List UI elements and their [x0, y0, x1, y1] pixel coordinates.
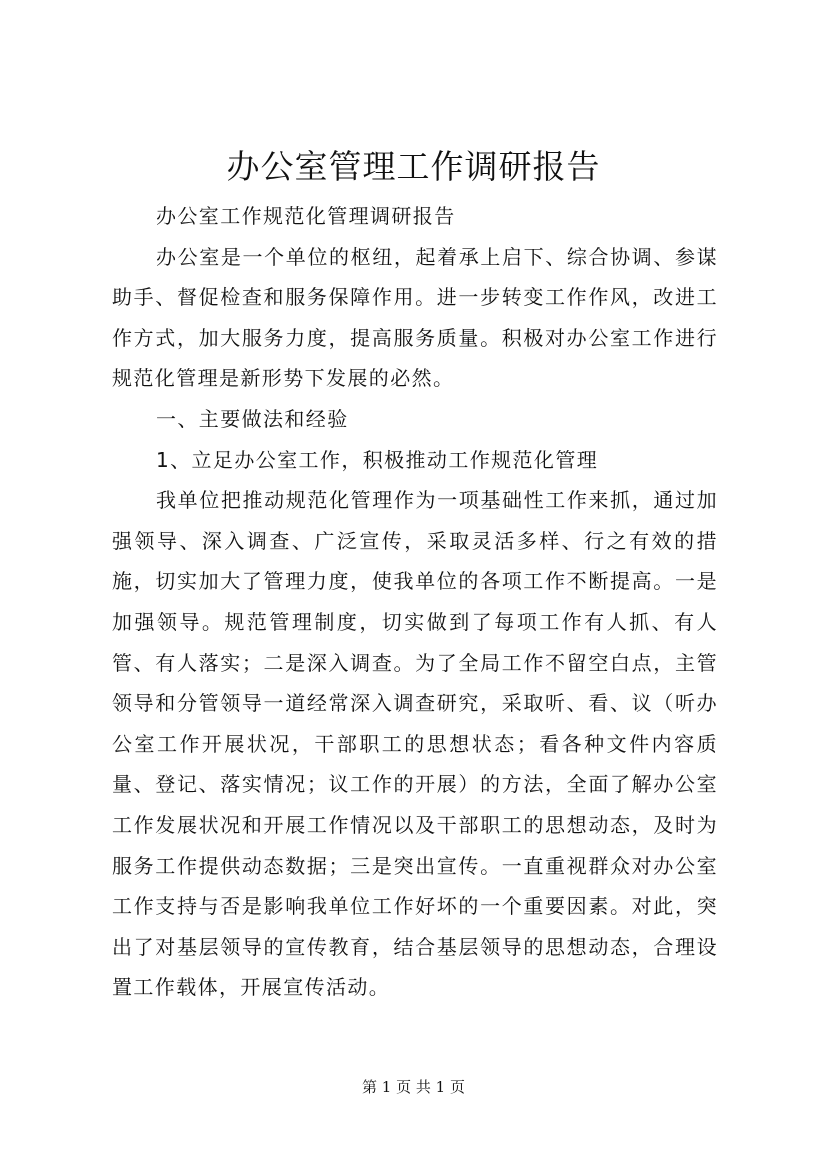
- document-title: 办公室管理工作调研报告: [226, 147, 601, 186]
- body-paragraph: 我单位把推动规范化管理作为一项基础性工作来抓，通过加强领导、深入调查、广泛宣传，采取灵活多样、行之有效的措施，切实加大了管理力度，使我单位的各项工作不断提高。一是加强领导。规范管理制度，切实做到了每项工作有人抓、有人管、有人落实；二是深入调查。为了全局工作不留空白点，主管领导和分管领导一道经常深入调查研究，采取听、看、议（听办公室工作开展状况，干部职工的思想状态；看各种文件内容质量、登记、落实情况；议工作的开展）的方法，全面了解办公室工作发展状况和开展工作情况以及干部职工的思想动态，及时为服务工作提供动态数据；三是突出宣传。一直重视群众对办公室工作支持与否是影响我单位工作好坏的一个重要因素。对此，突出了对基层领导的宣传教育，结合基层领导的思想动态，合理设置工作载体，开展宣传活动。: [112, 488, 718, 1000]
- page-number: 第 1 页 共 1 页: [362, 1078, 465, 1096]
- page-footer: [0, 1076, 827, 1098]
- subtitle-paragraph: 办公室工作规范化管理调研报告: [156, 204, 456, 228]
- section-heading: 一、主要做法和经验: [156, 406, 349, 431]
- document-body: [112, 196, 718, 1008]
- subsection-heading: 1、立足办公室工作，积极推动工作规范化管理: [156, 447, 599, 472]
- intro-paragraph: 办公室是一个单位的枢纽，起着承上启下、综合协调、参谋助手、督促检查和服务保障作用。进一步转变工作作风，改进工作方式，加大服务力度，提高服务质量。积极对办公室工作进行规范化管理是新形势下发展的必然。: [112, 244, 718, 391]
